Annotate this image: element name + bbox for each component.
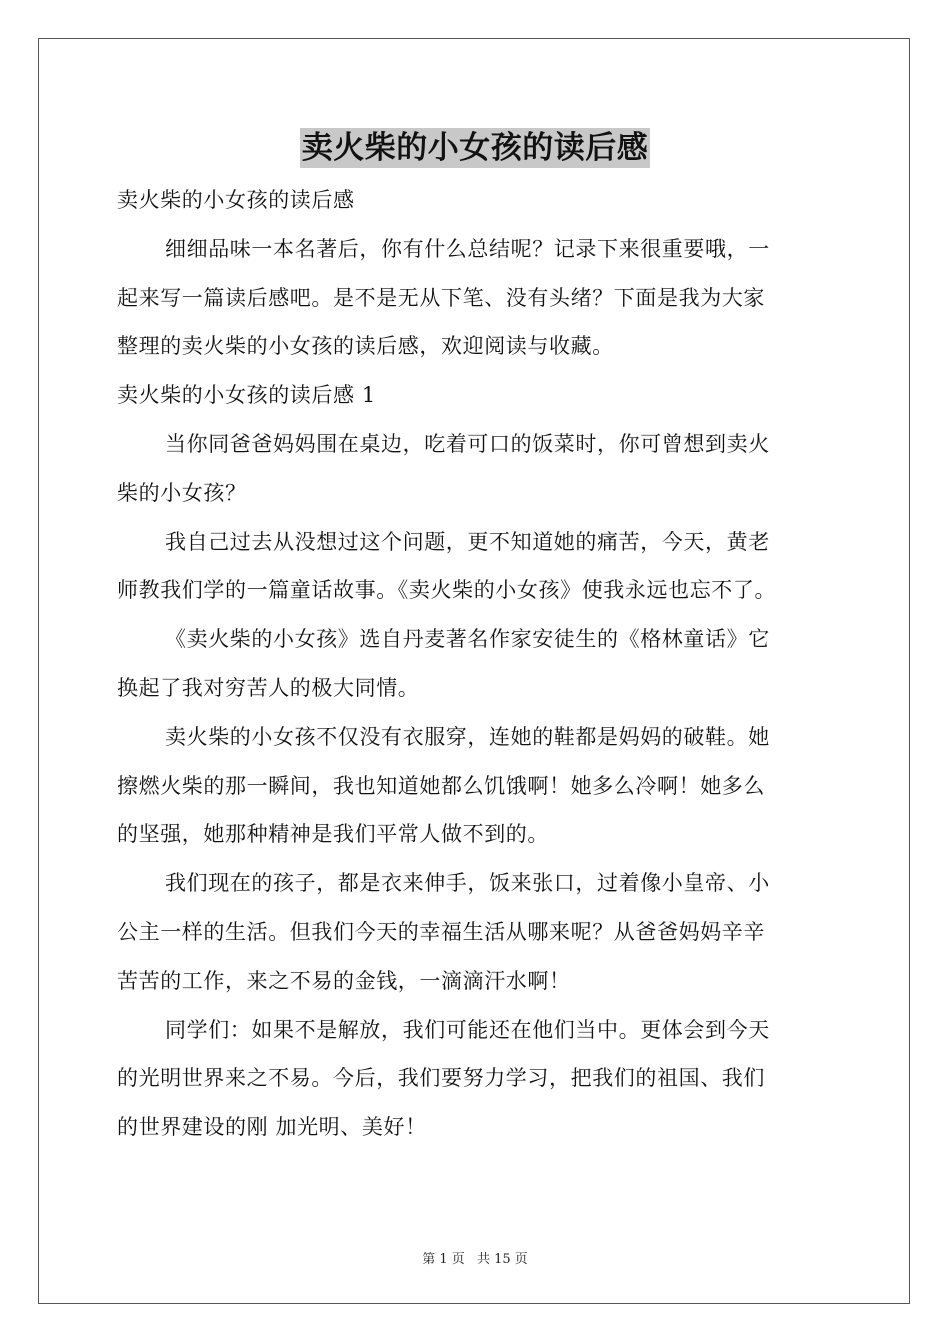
paragraph-line: 擦燃火柴的那一瞬间，我也知道她都么饥饿啊！她多么冷啊！她多么 — [117, 773, 765, 798]
section-heading: 卖火柴的小女孩的读后感 1 — [117, 383, 376, 408]
document-title: 卖火柴的小女孩的读后感 — [301, 130, 649, 166]
paragraph-line: 柴的小女孩？ — [117, 480, 247, 505]
paragraph-line: 当你同爸爸妈妈围在桌边，吃着可口的饭菜时，你可曾想到卖火 — [165, 431, 770, 456]
paragraph-line: 公主一样的生活。但我们今天的幸福生活从哪来呢？从爸爸妈妈辛辛 — [117, 919, 765, 944]
title-container — [0, 128, 950, 168]
page-number: 第 1 页 — [422, 1252, 465, 1267]
paragraph-line: 我自己过去从没想过这个问题，更不知道她的痛苦，今天，黄老 — [165, 529, 770, 554]
paragraph-line: 苦苦的工作，来之不易的金钱，一滴滴汗水啊！ — [117, 968, 571, 993]
paragraph-line: 换起了我对穷苦人的极大同情。 — [117, 675, 420, 700]
paragraph-line: 起来写一篇读后感吧。是不是无从下笔、没有头绪？下面是我为大家 — [117, 285, 765, 310]
paragraph-line: 的世界建设的刚 加光明、美好！ — [117, 1115, 427, 1140]
paragraph-line: 卖火柴的小女孩的读后感 — [117, 188, 355, 212]
paragraph-line: 细细品味一本名著后，你有什么总结呢？记录下来很重要哦，一 — [165, 236, 770, 261]
paragraph-line: 我们现在的孩子，都是衣来伸手，饭来张口，过着像小皇帝、小 — [165, 871, 770, 896]
paragraph-line: 的坚强，她那种精神是我们平常人做不到的。 — [117, 822, 549, 847]
paragraph-line: 师教我们学的一篇童话故事。《卖火柴的小女孩》使我永远也忘不了。 — [117, 578, 777, 603]
paragraph-line: 整理的卖火柴的小女孩的读后感，欢迎阅读与收藏。 — [117, 334, 614, 359]
page-footer — [0, 1248, 950, 1267]
document-body — [117, 176, 841, 1152]
paragraph-line: 卖火柴的小女孩不仅没有衣服穿，连她的鞋都是妈妈的破鞋。她 — [165, 724, 770, 749]
paragraph-line: 同学们：如果不是解放，我们可能还在他们当中。更体会到今天 — [165, 1017, 770, 1042]
paragraph-line: 《卖火柴的小女孩》选自丹麦著名作家安徒生的《格林童话》它 — [165, 627, 770, 652]
paragraph-line: 的光明世界来之不易。今后，我们要努力学习，把我们的祖国、我们 — [117, 1066, 765, 1091]
page-total: 共 15 页 — [476, 1252, 528, 1267]
